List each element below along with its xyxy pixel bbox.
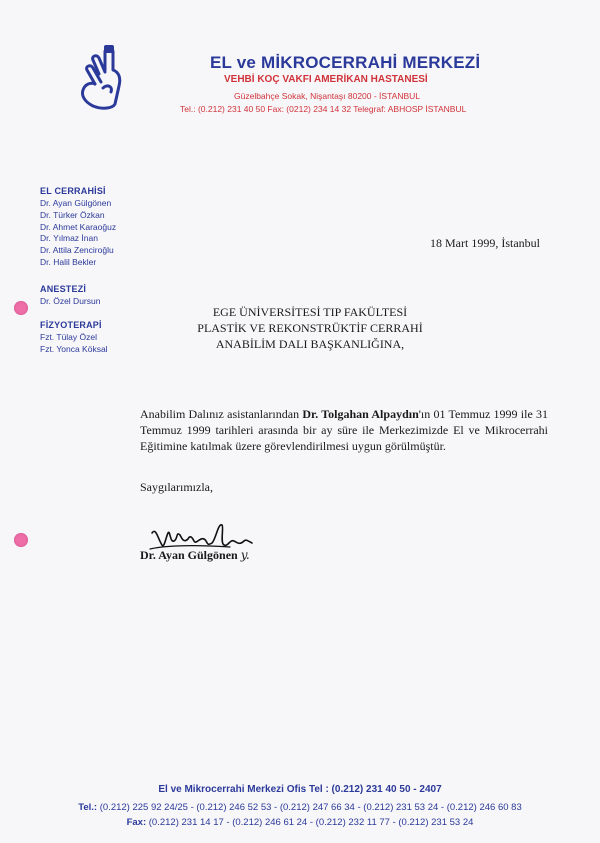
footer-office-line: El ve Mikrocerrahi Merkezi Ofis Tel : (0.212) 231 40 50 - 2407 [158, 784, 442, 795]
staff-name: Fzt. Tülay Özel [40, 332, 97, 342]
staff-name: Dr. Ahmet Karaoğuz [40, 221, 117, 232]
letter-body [140, 406, 548, 454]
footer-tel-label: Tel.: [78, 802, 98, 813]
signer-name-text: Dr. Ayan Gülgönen [140, 548, 238, 562]
hand-logo-icon [77, 44, 127, 112]
footer-tel-line [0, 802, 600, 813]
addressee-line: PLASTİK VE REKONSTRÜKTİF CERRAHİ [197, 321, 423, 335]
body-text-start: Anabilim Dalınız asistanlarından [140, 407, 303, 421]
staff-section-anesthesia [40, 284, 100, 308]
organization-name: EL ve MİKROCERRAHİ MERKEZİ [210, 53, 481, 72]
staff-name: Dr. Attila Zenciroğlu [40, 245, 114, 256]
footer-fax-line [0, 817, 600, 828]
footer-tel-numbers: (0.212) 225 92 24/25 - (0.212) 246 52 53 - (0.212) 247 66 34 - (0.212) 231 53 24 - (0.212) 246 60 83 [99, 802, 522, 813]
section-heading: EL CERRAHİSİ [40, 186, 106, 196]
section-heading: ANESTEZİ [40, 284, 87, 294]
staff-name: Dr. Türker Özkan [40, 209, 105, 220]
addressee-block [140, 304, 480, 352]
body-text-end: 'ın 01 Temmuz 1999 ile 31 Temmuz 1999 tarihleri arasında bir ay süre ile Merkezimizde El ve Mikrocerrahi Eğitimine katılmak üzere görevlendirilmesi uygun görülmüştür. [140, 407, 549, 453]
staff-name: Dr. Yılmaz İnan [40, 233, 98, 244]
punch-hole [14, 533, 28, 547]
staff-name: Dr. Özel Dursun [40, 296, 101, 306]
closing-salutation: Saygılarımızla, [140, 480, 213, 494]
footer-fax-numbers: (0.212) 231 14 17 - (0.212) 246 61 24 - (0.212) 232 11 77 - (0.212) 231 53 24 [148, 817, 474, 828]
signature-initial: y. [240, 548, 250, 562]
section-heading: FİZYOTERAPİ [40, 320, 102, 330]
staff-section-hand-surgery [40, 186, 116, 269]
addressee-line: EGE ÜNİVERSİTESİ TIP FAKÜLTESİ [212, 305, 408, 319]
signer-name [140, 548, 250, 563]
letter-date: 18 Mart 1999, İstanbul [430, 236, 540, 250]
staff-name: Dr. Ayan Gülgönen [40, 198, 112, 208]
staff-name: Fzt. Yonca Köksal [40, 343, 108, 354]
staff-section-physiotherapy [40, 320, 108, 356]
staff-name: Dr. Halil Bekler [40, 256, 97, 267]
organization-address: Güzelbahçe Sokak, Nişantaşı 80200 - İSTANBUL [234, 91, 420, 101]
assistant-name: Dr. Tolgahan Alpaydın [302, 407, 419, 421]
addressee-line: ANABİLİM DALI BAŞKANLIĞINA, [215, 337, 405, 351]
hospital-name: VEHBİ KOÇ VAKFI AMERİKAN HASTANESİ [224, 74, 428, 85]
footer-fax-label: Fax: [126, 817, 147, 828]
punch-hole [14, 301, 28, 315]
organization-contact: Tel.: (0.212) 231 40 50 Fax: (0212) 234 14 32 Telegraf: ABHOSP İSTANBUL [180, 104, 467, 114]
